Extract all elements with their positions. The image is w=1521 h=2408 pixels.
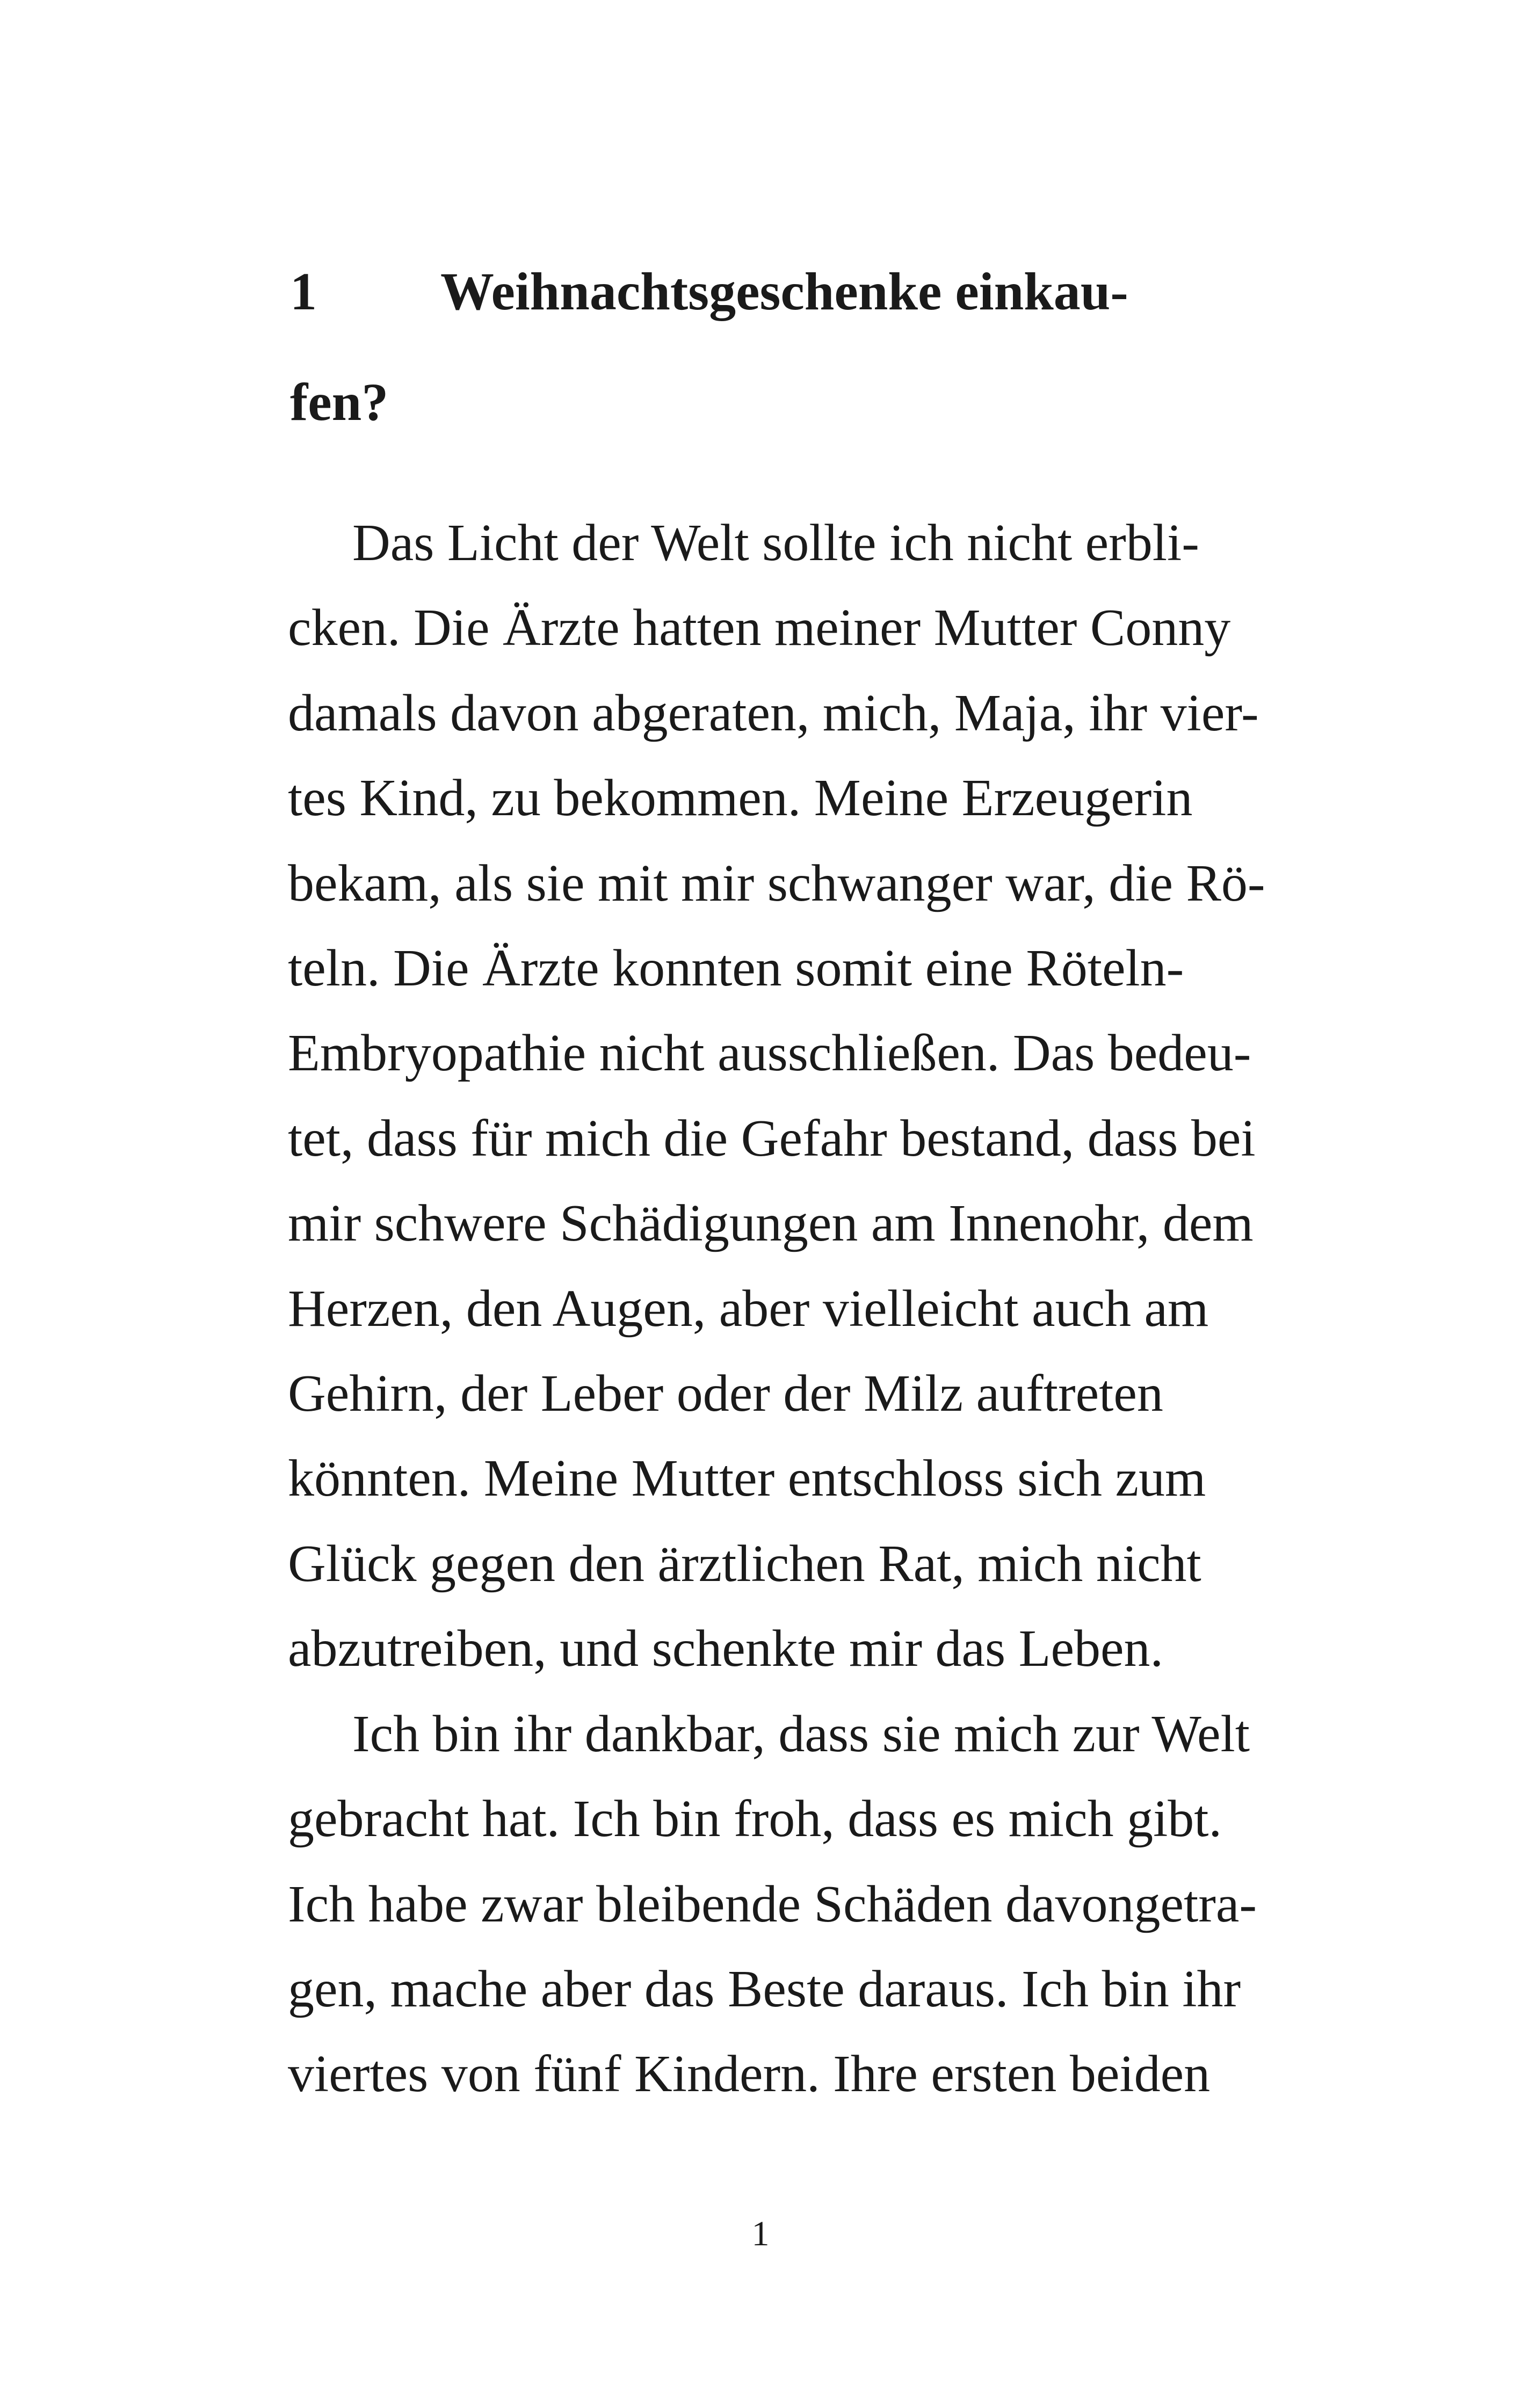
chapter-heading [290, 236, 1332, 458]
text-line: tet, dass für mich die Gefahr bestand, dass bei [288, 1109, 1256, 1167]
text-line: mir schwere Schädigungen am Innenohr, dem [288, 1194, 1254, 1253]
chapter-title-line-1: Weihnachtsgeschenke einkau- [440, 262, 1128, 321]
text-line: bekam, als sie mit mir schwanger war, die Rö- [288, 854, 1265, 912]
text-line: gen, mache aber das Beste daraus. Ich bin ihr [288, 1960, 1241, 2018]
chapter-heading-line [290, 236, 1332, 347]
text-line: könnten. Meine Mutter entschloss sich zum [288, 1449, 1206, 1508]
text-line: viertes von fünf Kindern. Ihre ersten beiden [288, 2045, 1211, 2104]
paragraph-1 [288, 501, 1330, 1692]
paragraph-2 [288, 1692, 1330, 2117]
page-number: 1 [751, 2214, 770, 2253]
text-line: Das Licht der Welt sollte ich nicht erbli- [352, 514, 1199, 572]
text-line: abzutreiben, und schenkte mir das Leben. [288, 1620, 1164, 1678]
text-line: Ich habe zwar bleibende Schäden davongetra- [288, 1875, 1257, 1933]
text-line: Ich bin ihr dankbar, dass sie mich zur Welt [352, 1705, 1250, 1763]
text-line: damals davon abgeraten, mich, Maja, ihr vier- [288, 684, 1259, 742]
text-line: Embryopathie nicht ausschließen. Das bedeu- [288, 1024, 1251, 1083]
text-line: gebracht hat. Ich bin froh, dass es mich gibt. [288, 1790, 1222, 1848]
chapter-title-line-2: fen? [290, 372, 389, 432]
text-line: tes Kind, zu bekommen. Meine Erzeugerin [288, 769, 1193, 828]
text-line: Gehirn, der Leber oder der Milz auftreten [288, 1365, 1163, 1423]
body-text [288, 501, 1330, 2117]
chapter-number: 1 [290, 262, 317, 321]
text-line: Herzen, den Augen, aber vielleicht auch am [288, 1279, 1209, 1338]
text-line: teln. Die Ärzte konnten somit eine Röteln- [288, 939, 1184, 998]
text-line: cken. Die Ärzte hatten meiner Mutter Conny [288, 599, 1231, 657]
text-line: Glück gegen den ärztlichen Rat, mich nicht [288, 1534, 1201, 1593]
